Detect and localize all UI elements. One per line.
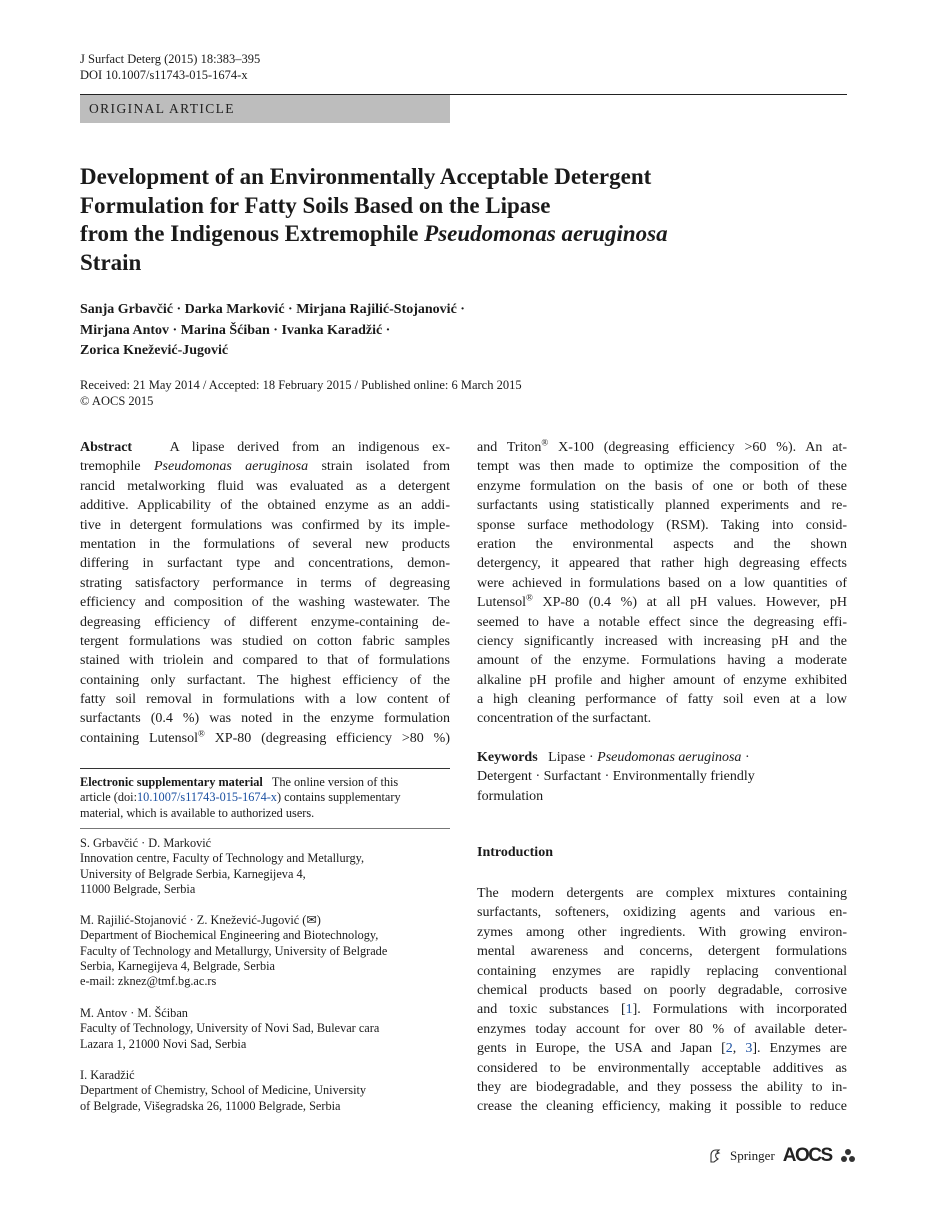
abstract-line: Lutensol® XP-80 (0.4 %) at all pH values. However, pH	[477, 593, 847, 611]
author-line: Mirjana Antov · Marina Šćiban · Ivanka Karadžić ·	[80, 322, 391, 338]
abstract-line: differing in surfactant type and concentrations, demon-	[80, 556, 450, 572]
abstract-line: enzyme formulation on the basis of one or both of these	[477, 478, 847, 494]
keywords-heading: Keywords	[477, 750, 538, 765]
affiliation-line: Faculty of Technology, University of Novi Sad, Bulevar cara	[80, 1021, 380, 1036]
aocs-logo-text: AOCS	[782, 1145, 832, 1166]
abstract-line: strating satisfactory performance in terms of degreasing	[80, 575, 450, 591]
abstract-line: additive. Applicability of the obtained enzyme as an addi-	[80, 498, 450, 514]
species-name: Pseudomonas aeruginosa	[154, 459, 309, 475]
body-line: The modern detergents are complex mixtures containing	[477, 886, 847, 901]
springer-horse-icon	[708, 1148, 722, 1164]
affiliation-names: S. Grbavčić · D. Marković	[80, 836, 212, 850]
abstract-line: tremophile Pseudomonas aeruginosa strain isolated from	[80, 459, 450, 475]
affiliation-names: M. Rajilić-Stojanović · Z. Knežević-Jugović (✉)	[80, 913, 321, 927]
abstract-left-column	[80, 438, 450, 748]
title-text: from the Indigenous Extremophile	[80, 221, 425, 246]
affiliation-email[interactable]: e-mail: zknez@tmf.bg.ac.rs	[80, 974, 217, 989]
body-line: they are biodegradable, and they possess the ability to in-	[477, 1079, 847, 1095]
citation-link[interactable]: 1	[625, 1002, 633, 1018]
body-line: surfactants, softeners, oxidizing agents and various en-	[477, 905, 847, 921]
registered-mark: ®	[526, 593, 533, 603]
keywords-line: Detergent · Surfactant · Environmentally friendly	[477, 769, 755, 785]
abstract-line: eration the environmental aspects and the shown	[477, 536, 847, 552]
keywords	[477, 748, 847, 806]
abstract-line: degreasing efficiency of different enzyme-containing de-	[80, 614, 450, 630]
abstract-line: surfactants using statistically planned experiments and re-	[477, 498, 847, 514]
author-line: Sanja Grbavčić · Darka Marković · Mirjana Rajilić-Stojanović ·	[80, 302, 465, 317]
supplementary-heading: Electronic supplementary material	[80, 775, 263, 789]
body-line: mental awareness and concerns, detergent formulations	[477, 944, 847, 960]
citation-link[interactable]: 3	[745, 1041, 753, 1057]
footnote-rule	[80, 768, 450, 769]
abstract-line: Abstract A lipase derived from an indigenous ex-	[80, 440, 450, 455]
title-species: Pseudomonas aeruginosa	[424, 221, 668, 246]
affiliation-line: 11000 Belgrade, Serbia	[80, 881, 196, 896]
title-line: Strain	[80, 249, 142, 275]
article-title	[80, 163, 800, 277]
introduction-heading: Introduction	[477, 845, 553, 860]
abstract-line: amount of the enzyme. Formulations having a moderate	[477, 653, 847, 669]
species-name: Pseudomonas aeruginosa	[597, 750, 742, 765]
body-line: gents in Europe, the USA and Japan [2, 3]. Enzymes are	[477, 1041, 847, 1057]
affiliation	[80, 836, 450, 897]
title-line: Development of an Environmentally Acceptable Detergent	[80, 164, 652, 189]
abstract-line: and Triton® X-100 (degreasing efficiency >60 %). An at-	[477, 438, 847, 455]
body-line: crease the cleaning efficiency, making it possible to reduce	[477, 1099, 847, 1115]
abstract-line: ciency significantly increased with increasing pH and the	[477, 633, 847, 649]
abstract-line: seemed to have a notable effect since the degreasing effi-	[477, 614, 847, 630]
author-line: Zorica Knežević-Jugović	[80, 343, 229, 358]
affiliation-names: I. Karadžić	[80, 1068, 135, 1082]
publisher-logos	[708, 1144, 856, 1168]
abstract-line: tempt was then made to optimize the composition of the	[477, 459, 847, 475]
affiliation-line: University of Belgrade Serbia, Karnegijeva 4,	[80, 866, 306, 881]
keywords-line: formulation	[477, 788, 544, 804]
body-line: zymes among other ingredients. With growing environ-	[477, 924, 847, 940]
abstract-line: tergent formulations was studied on cotton fabric samples	[80, 633, 450, 649]
supplementary-material: Electronic supplementary material The online version of this article (doi:10.1007/s11743-015-1674-x) contains supplementary material, which is available to authorized users.	[80, 775, 401, 820]
affiliation	[80, 913, 450, 989]
citation-link[interactable]: 2	[725, 1041, 733, 1057]
affiliation	[80, 1068, 450, 1114]
abstract-heading: Abstract	[80, 440, 133, 455]
copyright: © AOCS 2015	[80, 394, 154, 408]
abstract-line: surfactants (0.4 %) was noted in the enzyme formulation	[80, 711, 450, 727]
springer-logo-text: Springer	[730, 1148, 775, 1163]
abstract-right-column	[477, 438, 847, 729]
title-line: Formulation for Fatty Soils Based on the Lipase	[80, 192, 551, 218]
abstract-line: containing Lutensol® XP-80 (degreasing efficiency >80 %)	[80, 728, 450, 746]
introduction-body	[477, 884, 847, 1117]
aocs-leaf-icon	[840, 1148, 856, 1164]
keywords-line: Keywords Lipase · Pseudomonas aeruginosa ·	[477, 750, 750, 765]
abstract-line: detergency, it appeared that rather high degreasing effects	[477, 556, 847, 572]
abstract-line: concentration of the surfactant.	[477, 711, 652, 727]
affiliation-line: Faculty of Technology and Metallurgy, University of Belgrade	[80, 943, 388, 958]
affiliation-line: Department of Chemistry, School of Medicine, University	[80, 1083, 367, 1098]
registered-mark: ®	[541, 438, 549, 448]
affiliation-names: M. Antov · M. Šćiban	[80, 1006, 188, 1020]
journal-citation: J Surfact Deterg (2015) 18:383–395	[80, 52, 261, 66]
abstract-line: mentation in the formulations of several new products	[80, 536, 450, 552]
body-line: considered to be environmentally acceptable additives as	[477, 1060, 847, 1076]
abstract-line: were achieved in formulations based on a low quantities of	[477, 575, 847, 591]
abstract-line: fatty soil removal in formulations with a low content of	[80, 692, 450, 708]
body-line: containing enzymes are rapidly replacing conventional	[477, 963, 847, 979]
affiliation-line: Lazara 1, 21000 Novi Sad, Serbia	[80, 1036, 247, 1051]
history-dates: Received: 21 May 2014 / Accepted: 18 February 2015 / Published online: 6 March 2015	[80, 378, 522, 392]
affiliation-rule	[80, 828, 450, 829]
title-line	[80, 220, 800, 249]
body-line: enzymes today account for over 80 % of available deter-	[477, 1021, 847, 1037]
abstract-line: sponse surface methodology (RSM). Taking into consid-	[477, 517, 847, 533]
body-line: chemical products based on poorly degradable, corrosive	[477, 982, 847, 998]
affiliation	[80, 1006, 450, 1052]
article-type-banner: ORIGINAL ARTICLE	[80, 95, 450, 123]
abstract-line: a high cleaning performance of fatty soil even at a low	[477, 692, 847, 708]
doi-link[interactable]: 10.1007/s11743-015-1674-x	[137, 790, 277, 805]
affiliation-line: Innovation centre, Faculty of Technology and Metallurgy,	[80, 851, 365, 866]
author-list	[80, 300, 680, 362]
body-line: and toxic substances [1]. Formulations with incorporated	[477, 1002, 847, 1018]
abstract-line: rancid metalworking fluid was evaluated as a detergent	[80, 478, 450, 494]
publication-history	[80, 377, 780, 409]
registered-mark: ®	[197, 728, 205, 739]
abstract-line: alkaline pH profile and higher amount of enzyme exhibited	[477, 672, 847, 688]
doi: DOI 10.1007/s11743-015-1674-x	[80, 68, 248, 82]
affiliation-line: Serbia, Karnegijeva 4, Belgrade, Serbia	[80, 958, 275, 973]
journal-header	[80, 51, 260, 83]
abstract-line: tive in detergent formulations was confirmed by its imple-	[80, 517, 450, 533]
affiliation-line: Department of Biochemical Engineering and Biotechnology,	[80, 928, 379, 943]
abstract-line: containing only surfactant. The highest efficiency of the	[80, 672, 450, 688]
abstract-line: efficiency and composition of the washing wastewater. The	[80, 595, 450, 611]
abstract-line: stained with triolein and compared to that of formulations	[80, 653, 450, 669]
affiliation-line: of Belgrade, Višegradska 26, 11000 Belgrade, Serbia	[80, 1098, 341, 1113]
